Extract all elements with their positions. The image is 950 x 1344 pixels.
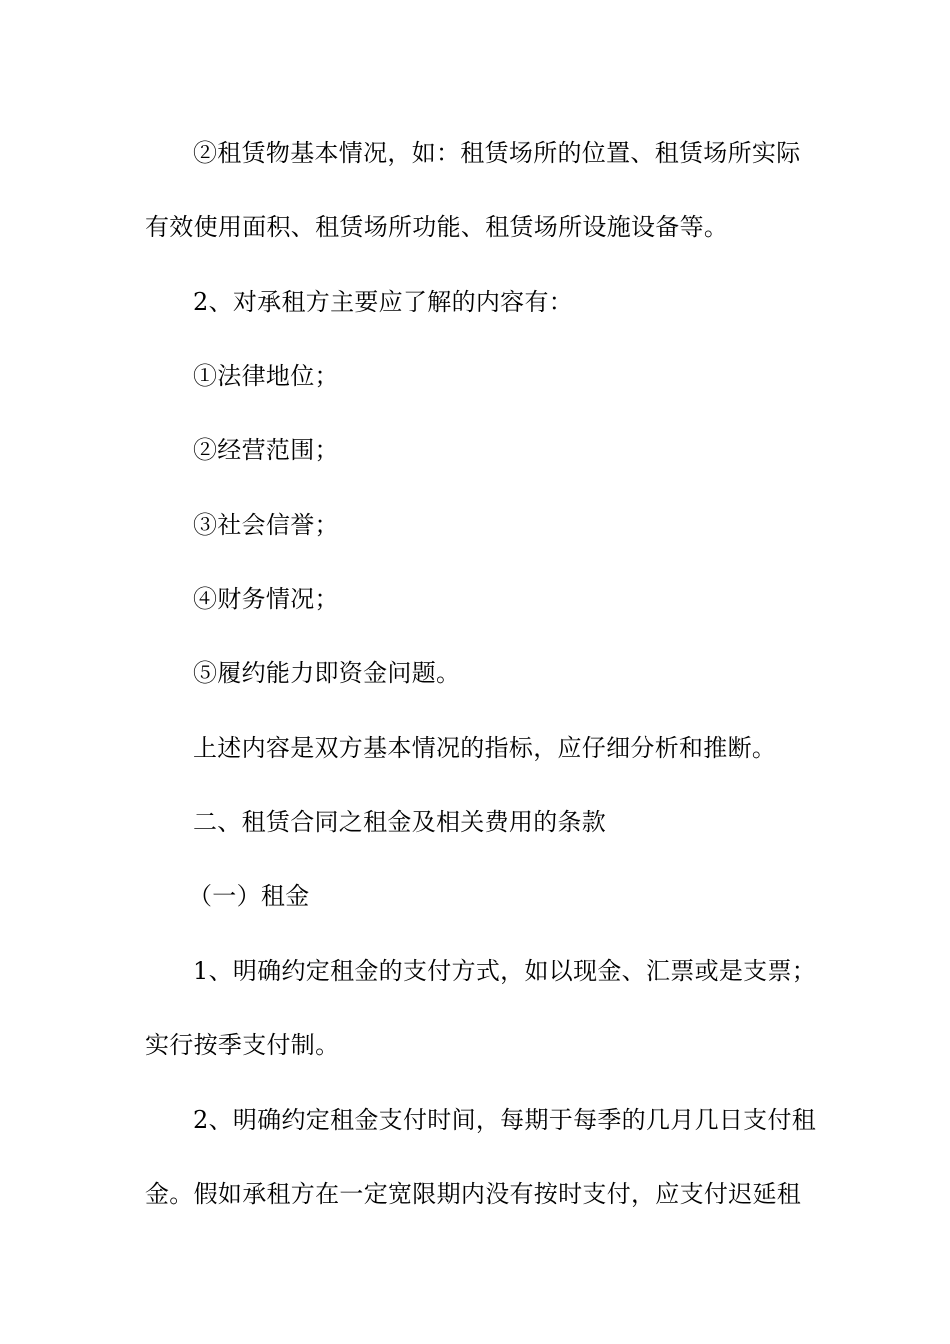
paragraph-line: 2、对承租方主要应了解的内容有： — [193, 288, 574, 316]
list-item: ⑤履约能力即资金问题。 — [193, 659, 461, 687]
list-item: ②经营范围； — [193, 436, 339, 464]
paragraph-line: ②租赁物基本情况，如：租赁场所的位置、租赁场所实际 — [193, 139, 801, 167]
subsection-heading: （一）租金 — [188, 882, 310, 910]
list-item: ①法律地位； — [193, 362, 339, 390]
section-heading: 二、租赁合同之租金及相关费用的条款 — [193, 808, 607, 836]
paragraph-line: 金。假如承租方在一定宽限期内没有按时支付，应支付迟延租 — [145, 1180, 802, 1208]
paragraph-line: 实行按季支付制。 — [145, 1031, 340, 1059]
paragraph-line: 上述内容是双方基本情况的指标，应仔细分析和推断。 — [193, 734, 777, 762]
paragraph-line: 2、明确约定租金支付时间，每期于每季的几月几日支付租 — [193, 1106, 817, 1134]
list-item: ④财务情况； — [193, 585, 339, 613]
paragraph-line: 有效使用面积、租赁场所功能、租赁场所设施设备等。 — [145, 213, 729, 241]
list-item: ③社会信誉； — [193, 511, 339, 539]
paragraph-line: 1、明确约定租金的支付方式，如以现金、汇票或是支票； — [193, 957, 817, 985]
